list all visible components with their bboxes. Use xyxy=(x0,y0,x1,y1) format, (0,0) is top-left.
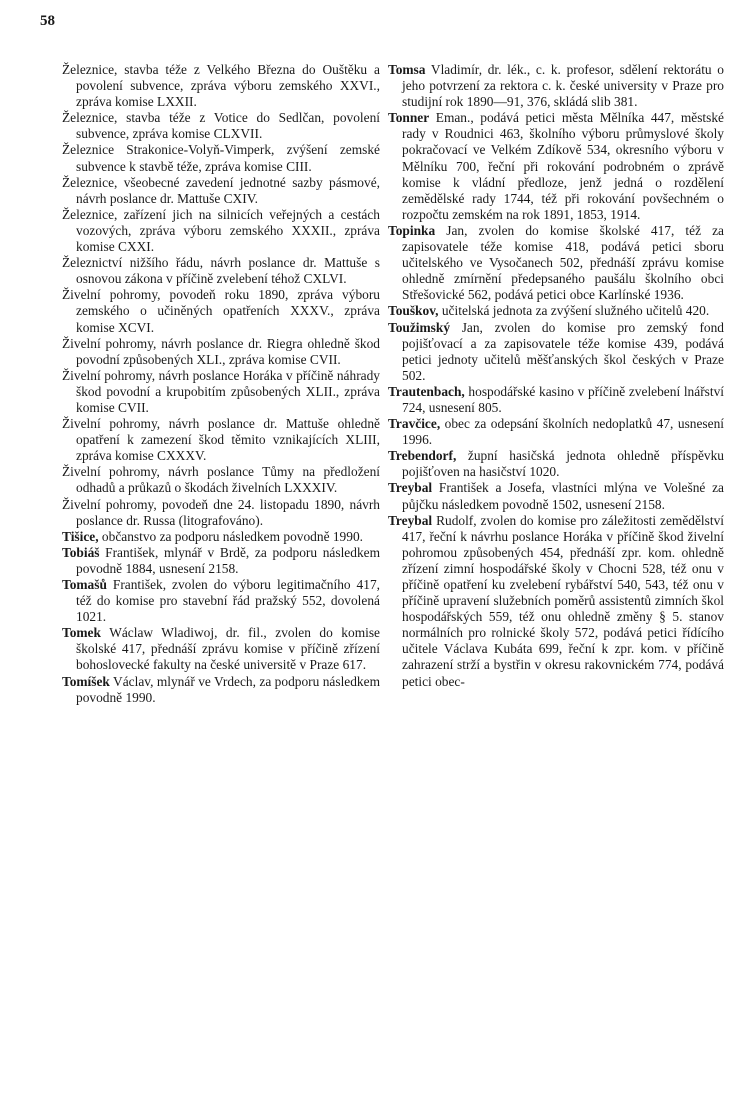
index-entry xyxy=(62,142,380,174)
index-entry-text: Jan, zvolen do komise pro zemský fond pojišťovací a za zapisovatele téže komise 439, podává petici jednoty učitelů měšťanských škol českých v Praze 502. xyxy=(402,319,724,383)
index-entry-headword: Touškov, xyxy=(388,303,439,319)
index-entry-headword: Toužimský xyxy=(388,319,451,335)
index-entry xyxy=(388,384,724,416)
index-entry-text: František, zvolen do výboru legitimačního 417, též do komise pro stavební řád pražský 552, dovolená 1021. xyxy=(76,577,380,625)
index-entry xyxy=(62,255,380,287)
index-entry-headword: Trautenbach, xyxy=(388,383,465,399)
index-entry-text: František, mlynář v Brdě, za podporu následkem povodně 1884, usnesení 2158. xyxy=(76,544,380,576)
index-entry-headword: Tomašů xyxy=(62,577,107,592)
index-entry xyxy=(62,110,380,142)
index-entry-text: František a Josefa, vlastníci mlýna ve Volešné za půjčku následkem povodně 1502, usnesení 2158. xyxy=(402,480,724,512)
index-entry-text: Živelní pohromy, návrh poslance dr. Riegra ohledně škod povodní způsobených XLI., zpráva komise CVII. xyxy=(62,335,380,367)
index-column-left xyxy=(62,62,380,706)
index-entry-headword: Tonner xyxy=(388,110,430,126)
index-entry-text: Železnictví nižšího řádu, návrh poslance dr. Mattuše s osnovou zákona v příčině zvelebení téhož CXLVI. xyxy=(62,255,380,287)
index-entry-text: Živelní pohromy, povodeň roku 1890, zpráva výboru zemského o učiněných opatřeních XXXV., zpráva komise XCVI. xyxy=(62,287,380,335)
index-entry xyxy=(388,62,724,110)
index-entry xyxy=(62,577,380,625)
index-entry-text: Železnice, stavba téže z Votice do Sedlčan, povolení subvence, zpráva komise CLXVII. xyxy=(62,110,380,142)
index-entry xyxy=(388,320,724,384)
index-entry-text: župní hasičská jednota ohledně příspěvku pojišťoven na hasičství 1020. xyxy=(402,448,724,480)
index-entry-headword: Travčice, xyxy=(388,416,441,432)
index-entry-text: Železnice, zařízení jich na silnicích veřejných a cestách vozových, zpráva výboru zemského XXXII., zpráva komise CXXI. xyxy=(62,206,380,255)
index-entry xyxy=(62,62,380,110)
index-entry-headword: Tišice, xyxy=(62,528,99,544)
index-entry-text: Železnice Strakonice-Volyň-Vimperk, zvýšení zemské subvence k stavbě téže, zpráva komise CIII. xyxy=(62,142,380,174)
index-entry xyxy=(62,368,380,416)
index-entry-headword: Topinka xyxy=(388,222,436,238)
index-entry xyxy=(62,529,380,545)
index-entry xyxy=(62,207,380,255)
index-entry xyxy=(388,223,724,303)
index-entry-text: Wáclaw Wladiwoj, dr. fil., zvolen do komise školské 417, přednáší zprávu komise v příčině zřízení bohoslovecké fakulty na české universitě v Praze 617. xyxy=(76,625,380,673)
page-number: 58 xyxy=(40,13,55,29)
index-entry-headword: Treybal xyxy=(388,512,433,528)
index-entry-headword: Tobiáš xyxy=(62,544,100,560)
index-entry-text: Živelní pohromy, návrh poslance Tůmy na předložení odhadů a průkazů o škodách živelních LXXXIV. xyxy=(62,464,380,496)
index-entry-text: Živelní pohromy, povodeň dne 24. listopadu 1890, návrh poslance dr. Russa (litografováno). xyxy=(62,496,380,528)
index-entry-text: Živelní pohromy, návrh poslance dr. Mattuše ohledně opatření k zamezení škod těmito vznikajících XLIII, zpráva komise CXXXV. xyxy=(62,416,380,464)
index-entry-text: občanstvo za podporu následkem povodně 1990. xyxy=(98,528,363,544)
index-entry xyxy=(62,175,380,207)
index-entry-text: Rudolf, zvolen do komise pro záležitosti zemědělství 417, řeční k návrhu poslance Horáka v příčině škod živelní pohromou způsobených 454, přednáší zpr. kom. ohledně zřízení zimní hospodářské školy v Chocni 528, též onu v příčině opatření ku zvelebení rybářství 540, 543, též onu v příčině upravení služebních poměrů assistentů zimních škol hospodářských 559, též onu ohledně změny § 5. stanov normálních pro rolnické školy 572, podává petici řídícího učitele Václava Kubáta 699, řeční k zpr. kom. v příčině zahrazení strží a bystřin v okresu rakovnickém 774, podává petici obec- xyxy=(402,512,724,689)
index-entry xyxy=(388,448,724,480)
index-entry xyxy=(62,336,380,368)
index-entry xyxy=(388,480,724,512)
index-entry-text: Železnice, stavba téže z Velkého Března do Ouštěku a povolení subvence, zpráva výboru zemského XXVI., zpráva komise LXXII. xyxy=(62,62,380,110)
index-entry xyxy=(388,303,724,319)
index-entry xyxy=(388,513,724,690)
index-entry-text: Živelní pohromy, návrh poslance Horáka v příčině náhrady škod povodní a krupobitím způsobených XLII., zpráva komise CVII. xyxy=(62,367,380,415)
index-entry xyxy=(388,416,724,448)
index-entry xyxy=(62,625,380,673)
index-entry xyxy=(62,497,380,529)
index-entry xyxy=(388,110,724,223)
index-entry-headword: Treybal xyxy=(388,480,433,496)
index-entry-text: Jan, zvolen do komise školské 417, též za zapisovatele téže komise 418, podává petici sboru učitelského ve Vysočanech 502, přednáší zprávu komise ohledně zmírnění předepsaného paušálu školního obci Střešovické 562, podává petici obce Karlínské 1936. xyxy=(402,222,724,303)
index-entry xyxy=(62,674,380,706)
index-entry-text: obec za odepsání školních nedoplatků 47, usnesení 1996. xyxy=(402,416,724,448)
index-entry-text: Eman., podává petici města Mělníka 447, městské rady v Roudnici 463, školního výboru průmyslové školy pokračovací ve Velkém Zdíkově 534, okresního výboru v Mělníku 700, řeční při rokování podrobném o zprávě komise k vládní předloze, jenž jedná o rozdělení zemědělské rady 1744, též při rokování povšechném o rozpočtu zemském na rok 1891, 1853, 1914. xyxy=(402,110,724,222)
index-entry xyxy=(62,545,380,577)
index-entry-text: Vladimír, dr. lék., c. k. profesor, sdělení rektorátu o jeho potvrzení za rektora c. k. české university v Praze pro studijní rok 1890—91, 376, skládá slib 381. xyxy=(402,62,724,110)
index-entry-text: Železnice, všeobecné zavedení jednotné sazby pásmové, návrh poslance dr. Mattuše CXIV. xyxy=(62,174,380,206)
index-entry-headword: Tomsa xyxy=(388,62,426,77)
index-entry-text: Václav, mlynář ve Vrdech, za podporu následkem povodně 1990. xyxy=(76,673,380,705)
index-entry-headword: Tomek xyxy=(62,625,101,641)
index-entry-headword: Tomíšek xyxy=(62,673,110,689)
index-entry xyxy=(62,287,380,335)
index-entry-text: hospodářské kasino v příčině zvelebení lnářství 724, usnesení 805. xyxy=(402,383,724,415)
index-entry-headword: Trebendorf, xyxy=(388,448,457,464)
index-column-right xyxy=(388,62,724,690)
index-entry xyxy=(62,464,380,496)
index-entry-text: učitelská jednota za zvýšení služného učitelů 420. xyxy=(438,303,710,319)
index-entry xyxy=(62,416,380,464)
